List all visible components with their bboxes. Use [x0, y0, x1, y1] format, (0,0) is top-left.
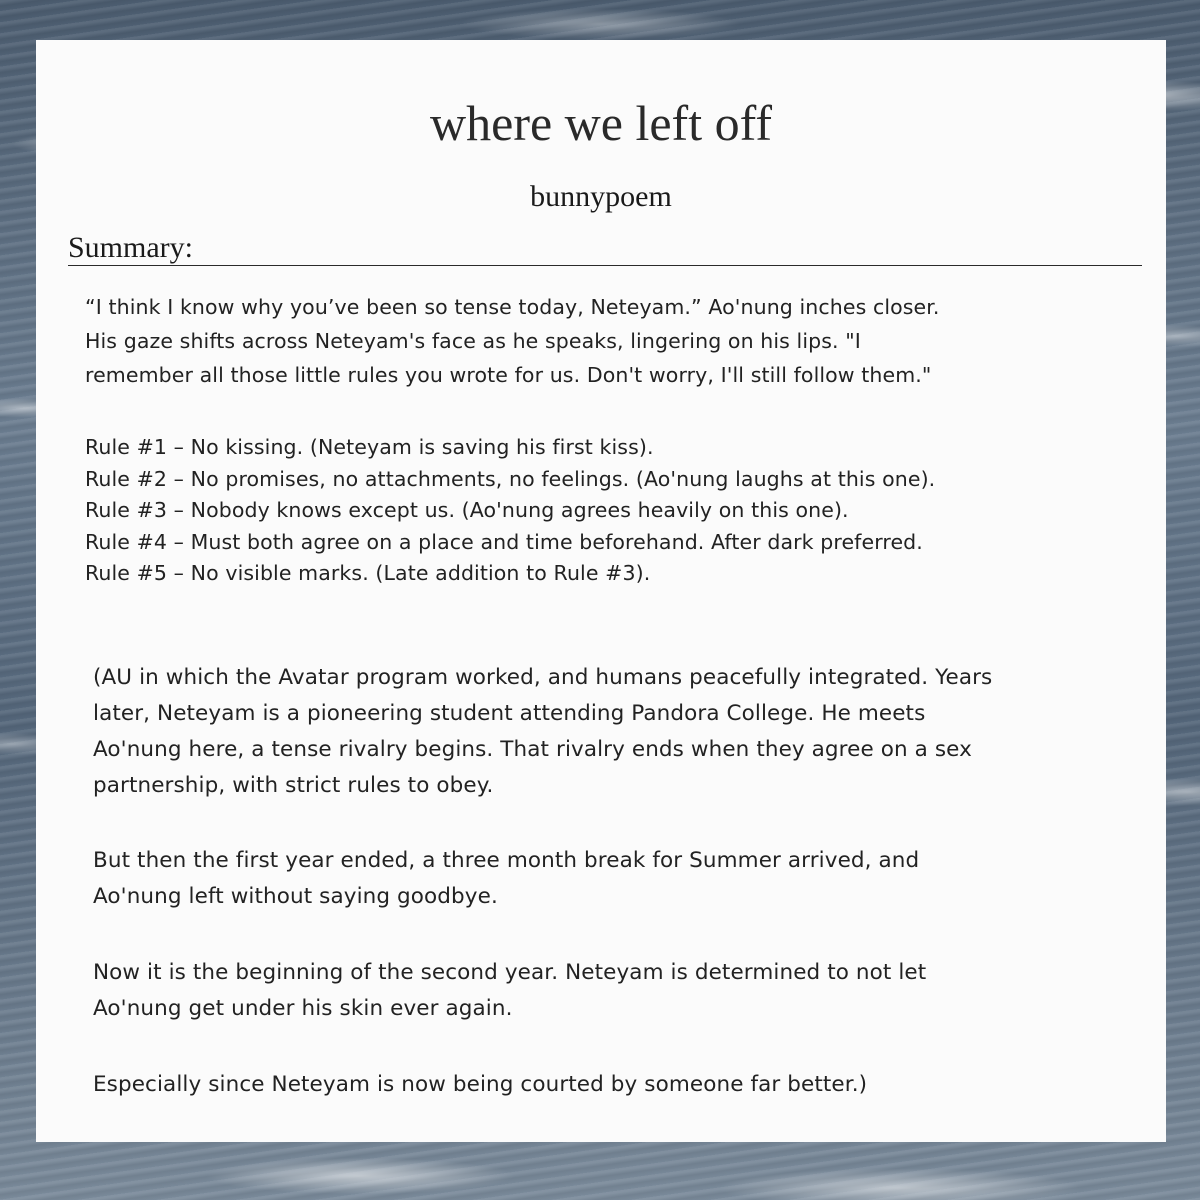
au-paragraph	[93, 843, 919, 915]
rule-item: Rule #1 – No kissing. (Neteyam is saving his first kiss).	[85, 435, 654, 459]
rule-item: Rule #4 – Must both agree on a place and time beforehand. After dark preferred.	[85, 529, 923, 554]
work-title: where we left off	[430, 95, 772, 151]
au-line: partnership, with strict rules to obey.	[93, 773, 494, 798]
au-line: Especially since Neteyam is now being courted by someone far better.)	[93, 1072, 868, 1097]
quote-line: remember all those little rules you wrote for us. Don't worry, I'll still follow them."	[85, 363, 932, 387]
au-line: Now it is the beginning of the second year. Neteyam is determined to not let	[93, 960, 927, 985]
quote-paragraph	[85, 290, 940, 392]
rule-item: Rule #3 – Nobody knows except us. (Ao'nung agrees heavily on this one).	[85, 498, 849, 522]
au-line: Ao'nung get under his skin ever again.	[93, 996, 513, 1021]
au-paragraph	[93, 955, 926, 1027]
author-name: bunnypoem	[530, 180, 672, 213]
quote-line: His gaze shifts across Neteyam's face as he speaks, lingering on his lips. "I	[85, 329, 861, 353]
rule-item: Rule #5 – No visible marks. (Late addition to Rule #3).	[85, 561, 651, 585]
quote-line: “I think I know why you’ve been so tense today, Neteyam.” Ao'nung inches closer.	[85, 295, 940, 319]
au-line: (AU in which the Avatar program worked, and humans peacefully integrated. Years	[93, 665, 993, 690]
au-line: Ao'nung left without saying goodbye.	[93, 884, 498, 909]
au-line: Ao'nung here, a tense rivalry begins. That rivalry ends when they agree on a sex	[93, 737, 972, 762]
summary-card	[36, 40, 1166, 1142]
au-paragraph	[93, 1067, 867, 1103]
au-paragraph	[93, 660, 992, 804]
summary-heading: Summary:	[68, 233, 1142, 266]
rules-list	[85, 432, 935, 590]
au-line: later, Neteyam is a pioneering student attending Pandora College. He meets	[93, 701, 926, 726]
au-line: But then the first year ended, a three month break for Summer arrived, and	[93, 848, 920, 873]
rule-item: Rule #2 – No promises, no attachments, no feelings. (Ao'nung laughs at this one).	[85, 466, 936, 491]
